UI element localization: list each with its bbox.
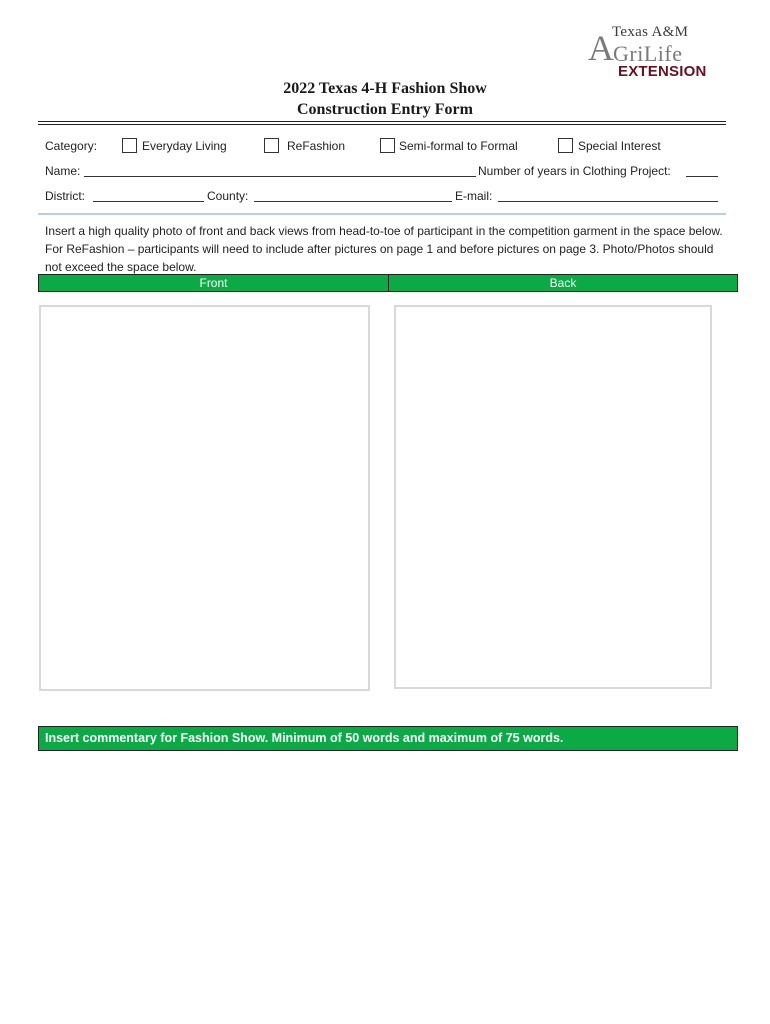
option-special-interest: Special Interest <box>578 139 661 153</box>
checkbox-refashion[interactable] <box>264 138 279 153</box>
back-header: Back <box>549 276 577 290</box>
checkbox-semi-formal[interactable] <box>380 138 395 153</box>
email-label: E-mail: <box>455 189 493 203</box>
district-label: District: <box>45 189 85 203</box>
logo-texas-am: Texas A&M <box>612 24 689 40</box>
option-refashion: ReFashion <box>287 139 346 153</box>
photo-header-bar <box>38 274 738 292</box>
logo-extension: EXTENSION <box>618 63 707 80</box>
form-title-line1: 2022 Texas 4-H Fashion Show <box>283 80 487 97</box>
title-rule-bottom <box>38 124 726 125</box>
commentary-instruction: Insert commentary for Fashion Show. Minimum of 50 words and maximum of 75 words. <box>45 731 564 745</box>
section-divider <box>38 213 726 215</box>
district-field[interactable] <box>93 201 204 202</box>
logo-big-letter: A <box>588 28 614 68</box>
logo-agrilife: GriLife <box>613 41 683 66</box>
checkbox-special-interest[interactable] <box>558 138 573 153</box>
name-field[interactable] <box>84 176 476 177</box>
form-title-line2: Construction Entry Form <box>297 101 473 118</box>
category-label: Category: <box>45 139 98 153</box>
name-label: Name: <box>45 164 81 178</box>
commentary-bar <box>38 726 738 751</box>
title-rule-top <box>38 121 726 122</box>
agrilife-extension-logo <box>588 24 728 80</box>
email-field[interactable] <box>498 201 718 202</box>
option-semi-formal: Semi-formal to Formal <box>399 139 518 153</box>
years-label: Number of years in Clothing Project: <box>478 164 671 178</box>
front-photo-box[interactable] <box>39 305 370 691</box>
back-photo-box[interactable] <box>394 305 712 689</box>
option-everyday-living: Everyday Living <box>142 139 227 153</box>
county-field[interactable] <box>254 201 452 202</box>
county-label: County: <box>207 189 249 203</box>
checkbox-everyday-living[interactable] <box>122 138 137 153</box>
years-field[interactable] <box>686 176 718 177</box>
front-header: Front <box>199 276 228 290</box>
photo-instructions: Insert a high quality photo of front and back views from head-to-toe of participant in the competition garment in the space below. For ReFashion – participants will need to include after pictures on page 1 and before pictures on page 3. Photo/Photos should not exceed the space below. <box>45 224 723 274</box>
